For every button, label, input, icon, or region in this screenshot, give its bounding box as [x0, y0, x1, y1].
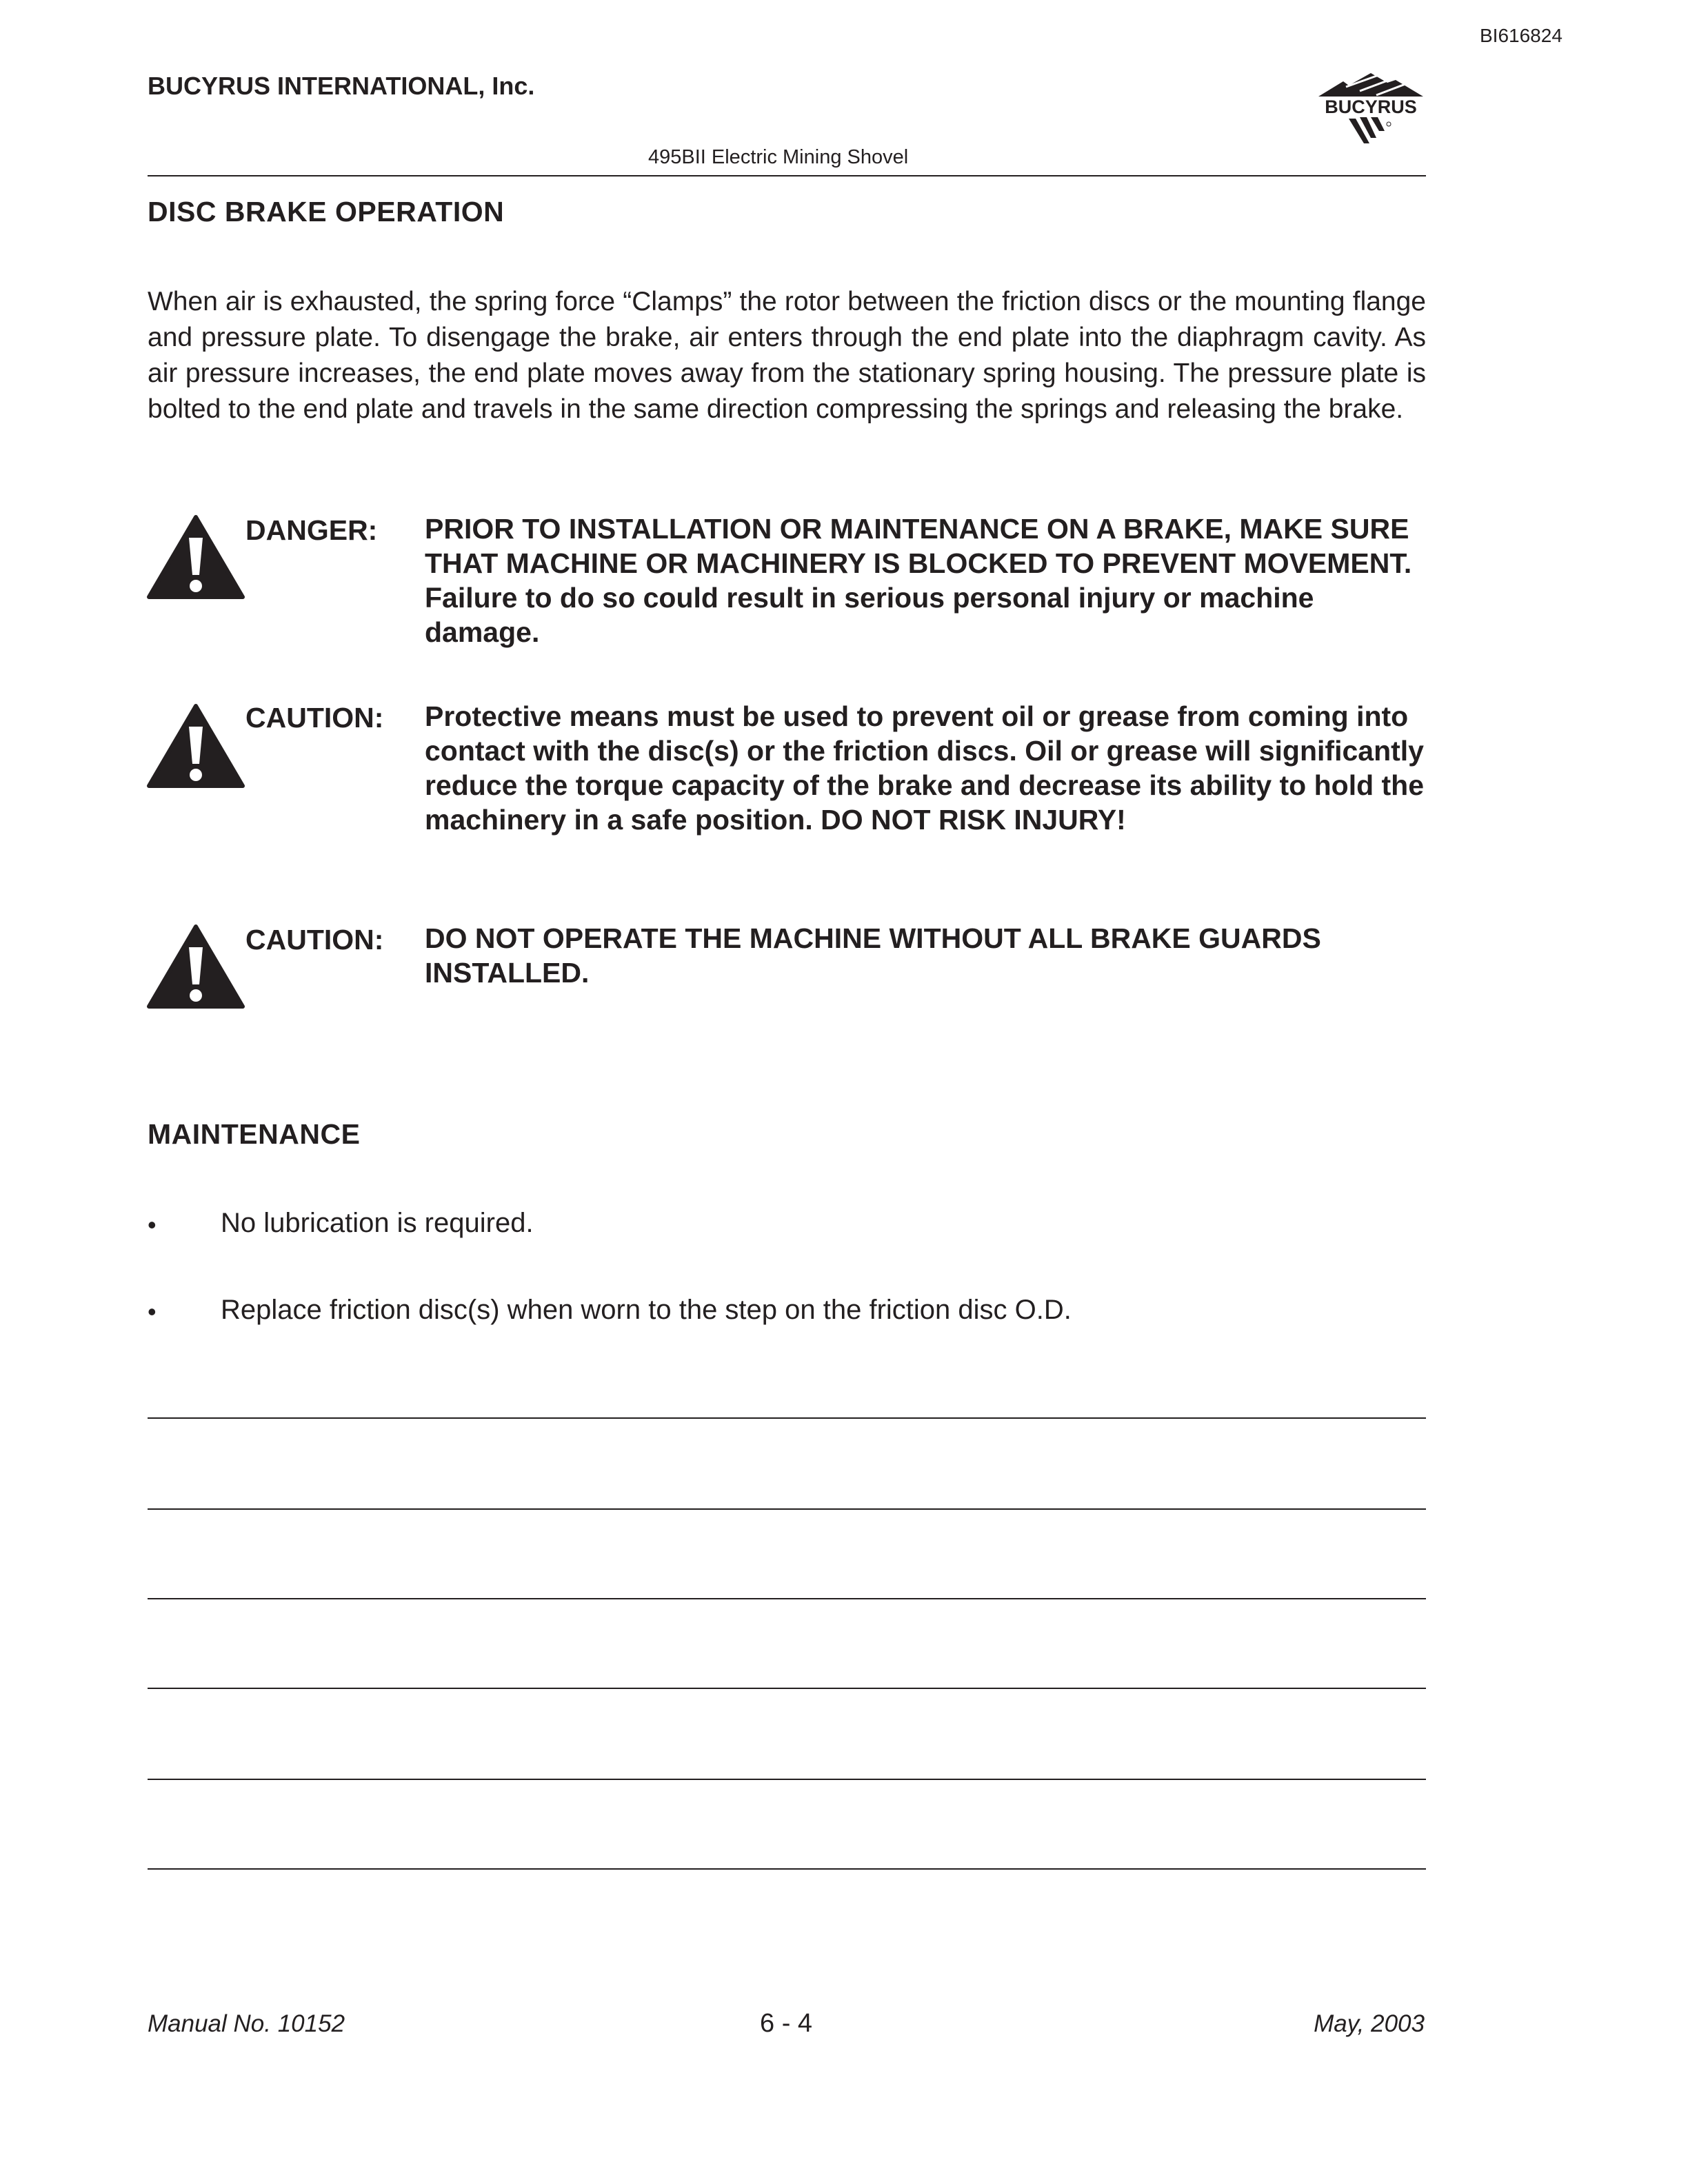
- company-name: BUCYRUS INTERNATIONAL, Inc.: [148, 72, 535, 100]
- bucyrus-logo: [1305, 69, 1431, 150]
- svg-text:BUCYRUS: BUCYRUS: [1325, 97, 1417, 117]
- page-number: 6 - 4: [760, 2009, 813, 2038]
- warning-triangle-icon: [146, 924, 245, 1009]
- danger-text: PRIOR TO INSTALLATION OR MAINTENANCE ON A BRAKE, MAKE SURE THAT MACHINE OR MACHINERY IS BLOCKED TO PREVENT MOVEMENT. Failure to do so could result in serious personal injury or machine damage.: [425, 513, 1412, 648]
- document-subtitle: 495BII Electric Mining Shovel: [648, 146, 909, 168]
- danger-label: DANGER:: [245, 514, 378, 546]
- caution-label: CAUTION:: [245, 924, 384, 956]
- note-line: [148, 1868, 1426, 1870]
- bullet-marker: •: [148, 1211, 157, 1239]
- manual-number: Manual No. 10152: [148, 2010, 345, 2037]
- note-line: [148, 1598, 1426, 1599]
- caution-label: CAUTION:: [245, 702, 384, 734]
- document-id: BI616824: [1480, 25, 1563, 46]
- note-line: [148, 1417, 1426, 1419]
- note-line: [148, 1688, 1426, 1689]
- note-line: [148, 1779, 1426, 1780]
- operation-paragraph: When air is exhausted, the spring force “Clamps” the rotor between the friction discs or the mounting flange and pressure plate. To disengage the brake, air enters through the end plate into the diaphragm cavity. As air pressure increases, the end plate moves away from the stationary spring housing. The pressure plate is bolted to the end plate and travels in the same direction compressing the springs and releasing the brake.: [148, 287, 1426, 424]
- maintenance-item: No lubrication is required.: [221, 1208, 534, 1238]
- section-title-disc-brake: DISC BRAKE OPERATION: [148, 196, 505, 228]
- section-title-maintenance: MAINTENANCE: [148, 1118, 361, 1150]
- warning-triangle-icon: [146, 703, 245, 789]
- maintenance-item: Replace friction disc(s) when worn to the step on the friction disc O.D.: [221, 1295, 1072, 1325]
- caution-text: DO NOT OPERATE THE MACHINE WITHOUT ALL BRAKE GUARDS INSTALLED.: [425, 922, 1321, 989]
- caution-text: Protective means must be used to prevent oil or grease from coming into contact with the disc(s) or the friction discs. Oil or grease will significantly reduce the torque capacity of the brake and decrease its ability to hold the machinery in a safe position. DO NOT RISK INJURY!: [425, 700, 1425, 836]
- publication-date: May, 2003: [1314, 2010, 1425, 2037]
- warning-triangle-icon: [146, 514, 245, 600]
- note-line: [148, 1508, 1426, 1510]
- header-rule: [148, 175, 1426, 176]
- bullet-marker: •: [148, 1297, 157, 1326]
